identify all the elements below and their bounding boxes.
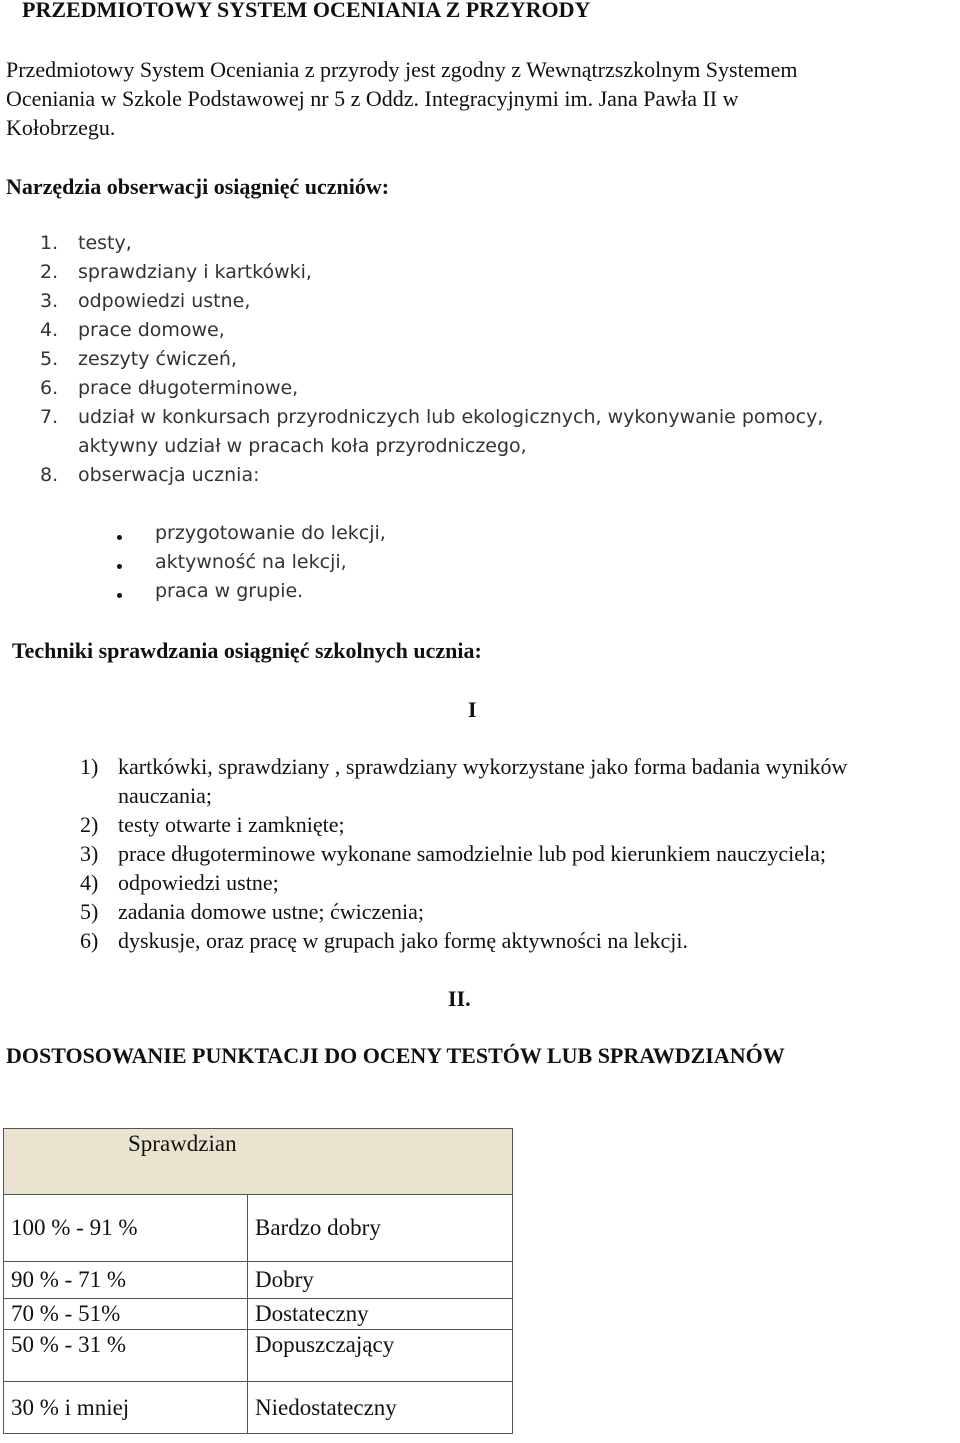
range-cell: 90 % - 71 % xyxy=(4,1262,248,1299)
list-number: 3) xyxy=(80,841,99,866)
grade-cell: Bardzo dobry xyxy=(248,1195,513,1262)
list-number: 4. xyxy=(40,319,59,341)
list-text: testy otwarte i zamknięte; xyxy=(118,812,345,837)
bullet-icon xyxy=(117,564,122,569)
range-cell: 30 % i mniej xyxy=(4,1382,248,1434)
table-row xyxy=(4,1382,513,1434)
table-header-row xyxy=(4,1129,513,1195)
intro-line: Oceniania w Szkole Podstawowej nr 5 z Oddz. Integracyjnymi im. Jana Pawła II w xyxy=(6,86,739,111)
table-header-cell xyxy=(4,1129,513,1195)
list-text: dyskusje, oraz pracę w grupach jako formę aktywności na lekcji. xyxy=(118,928,688,953)
bullet-text: przygotowanie do lekcji, xyxy=(155,522,386,544)
intro-line: Kołobrzegu. xyxy=(6,115,116,140)
grade-table xyxy=(3,1128,513,1434)
list-text: prace długoterminowe, xyxy=(78,377,299,399)
list-text: prace długoterminowe wykonane samodzielnie lub pod kierunkiem nauczyciela; xyxy=(118,841,827,866)
list-number: 4) xyxy=(80,870,99,895)
list-number: 6) xyxy=(80,928,99,953)
grade-cell: Dobry xyxy=(248,1262,513,1299)
grade-cell: Dopuszczający xyxy=(248,1330,513,1382)
table-row xyxy=(4,1330,513,1382)
bullet-icon xyxy=(117,593,122,598)
list-number: 2) xyxy=(80,812,99,837)
list-number: 5) xyxy=(80,899,99,924)
bullet-icon xyxy=(117,535,122,540)
techniques-heading: Techniki sprawdzania osiągnięć szkolnych ucznia: xyxy=(12,638,482,663)
table-row xyxy=(4,1195,513,1262)
list-number: 3. xyxy=(40,290,59,312)
list-text: obserwacja ucznia: xyxy=(78,464,260,486)
list-text: nauczania; xyxy=(118,783,213,808)
grade-cell: Dostateczny xyxy=(248,1299,513,1330)
document-title: PRZEDMIOTOWY SYSTEM OCENIANIA Z PRZYRODY xyxy=(22,0,591,22)
list-text: odpowiedzi ustne, xyxy=(78,290,251,312)
list-number: 1) xyxy=(80,754,99,779)
section-number: II. xyxy=(448,986,471,1011)
list-text: zadania domowe ustne; ćwiczenia; xyxy=(118,899,425,924)
list-number: 8. xyxy=(40,464,59,486)
list-text: testy, xyxy=(78,232,132,254)
tools-heading: Narzędzia obserwacji osiągnięć uczniów: xyxy=(6,174,390,199)
list-number: 2. xyxy=(40,261,59,283)
list-number: 7. xyxy=(40,406,59,428)
section-number: I xyxy=(468,697,477,722)
list-text: udział w konkursach przyrodniczych lub ekologicznych, wykonywanie pomocy, xyxy=(78,406,824,428)
grade-cell: Niedostateczny xyxy=(248,1382,513,1434)
list-number: 6. xyxy=(40,377,59,399)
list-number: 5. xyxy=(40,348,59,370)
list-text: sprawdziany i kartkówki, xyxy=(78,261,312,283)
range-cell: 100 % - 91 % xyxy=(4,1195,248,1262)
table-header-label: Sprawdzian xyxy=(128,1131,237,1156)
list-text: prace domowe, xyxy=(78,319,225,341)
list-number: 1. xyxy=(40,232,59,254)
intro-line: Przedmiotowy System Oceniania z przyrody jest zgodny z Wewnątrzszkolnym Systemem xyxy=(6,57,798,82)
bullet-text: praca w grupie. xyxy=(155,580,304,602)
scoring-heading: DOSTOSOWANIE PUNKTACJI DO OCENY TESTÓW LUB SPRAWDZIANÓW xyxy=(6,1043,785,1068)
list-text: zeszyty ćwiczeń, xyxy=(78,348,237,370)
list-text: odpowiedzi ustne; xyxy=(118,870,279,895)
table-row xyxy=(4,1262,513,1299)
list-text: aktywny udział w pracach koła przyrodniczego, xyxy=(78,435,527,457)
table-row xyxy=(4,1299,513,1330)
bullet-text: aktywność na lekcji, xyxy=(155,551,347,573)
range-cell: 50 % - 31 % xyxy=(4,1330,248,1382)
list-text: kartkówki, sprawdziany , sprawdziany wykorzystane jako forma badania wyników xyxy=(118,754,848,779)
range-cell: 70 % - 51% xyxy=(4,1299,248,1330)
